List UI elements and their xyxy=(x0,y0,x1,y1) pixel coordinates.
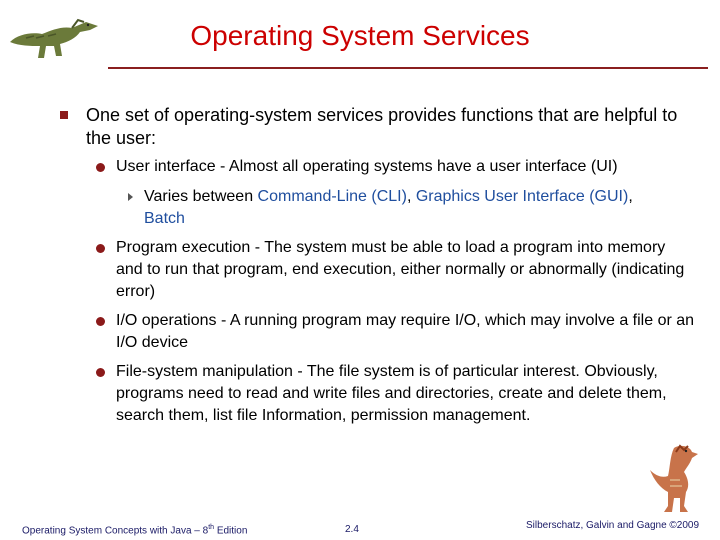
footer-page-number: 2.4 xyxy=(345,524,359,535)
sub-bullet-file-system: File-system manipulation - The file system is of particular interest. Obviously, programs need to read and write files and directories, create and delete them, search them, list file Information, permission management. xyxy=(116,363,667,424)
ui-detail-sep: , xyxy=(406,188,416,205)
footer-left-end: Edition xyxy=(214,525,248,537)
ui-detail-prefix: Varies between xyxy=(144,188,258,205)
sub-bullet-marker xyxy=(96,368,105,377)
sub-bullet-marker xyxy=(96,163,105,172)
sub-bullet-io-operations: I/O operations - A running program may require I/O, which may involve a file or an I/O device xyxy=(116,312,695,351)
dinosaur-standing-icon xyxy=(640,440,710,525)
ui-detail-sep2: , xyxy=(628,188,633,205)
footer-left-sup: th xyxy=(208,524,215,531)
batch-term: Batch xyxy=(144,210,185,227)
sub-bullet-marker xyxy=(96,317,105,326)
slide-title: Operating System Services xyxy=(190,20,530,51)
footer-book-title xyxy=(22,524,247,536)
main-bullet-marker xyxy=(60,111,68,119)
main-bullet-text: One set of operating-system services provides functions that are helpful to the user: xyxy=(86,105,678,148)
arrow-bullet-marker xyxy=(128,193,133,201)
gui-term: Graphics User Interface (GUI) xyxy=(415,188,629,205)
title-rule xyxy=(108,67,708,69)
ui-detail-text xyxy=(144,186,664,230)
sub-bullet-marker xyxy=(96,244,105,253)
footer-left-text: Operating System Concepts with Java – 8 xyxy=(22,525,209,537)
cli-term: Command-Line (CLI) xyxy=(257,188,407,205)
footer-authors: Silberschatz, Galvin and Gagne ©2009 xyxy=(526,520,700,531)
sub-bullet-ui: User interface - Almost all operating systems have a user interface (UI) xyxy=(116,158,618,175)
sub-bullet-program-execution: Program execution - The system must be able to load a program into memory and to run that program, end execution, either normally or abnormally (indicating error) xyxy=(116,239,685,300)
